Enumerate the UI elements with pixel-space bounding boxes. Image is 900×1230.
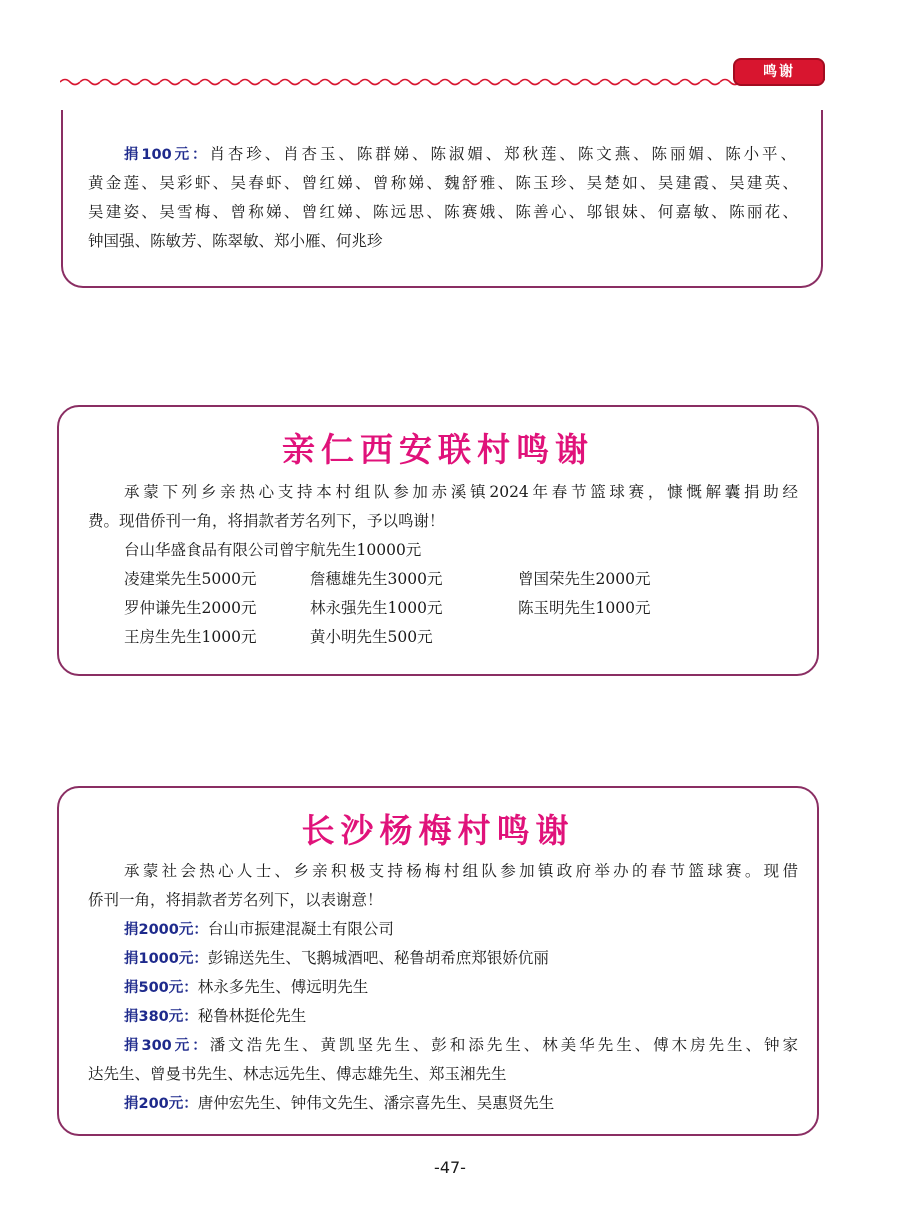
intro-line: 费。现借侨刊一角，将捐款者芳名列下，予以鸣谢！	[88, 512, 445, 530]
donor-cell: 黄小明先生500元	[310, 628, 433, 646]
donor-cell: 陈玉明先生1000元	[518, 599, 651, 617]
donor-cell: 曾国荣先生2000元	[518, 570, 651, 588]
donor-names: 台山市振建混凝土有限公司	[207, 920, 394, 938]
intro-line: 承蒙社会热心人士、乡亲积极支持杨梅村组队参加镇政府举办的春节篮球赛。现借	[124, 862, 798, 880]
donor-row	[88, 565, 798, 594]
donation-line: 黄金莲、吴彩虾、吴春虾、曾红娣、曾称娣、魏舒雅、陈玉珍、吴楚如、吴建霞、吴建英、	[88, 174, 798, 192]
donor-names: 彭锦送先生、飞鹅城酒吧、秘鲁胡希庶郑银娇伉丽	[207, 949, 549, 967]
donation-amount-label: 捐1000元：	[124, 951, 208, 967]
single-donor: 台山华盛食品有限公司曾宇航先生10000元	[124, 541, 422, 559]
donor-cell: 罗仲谦先生2000元	[124, 599, 257, 617]
donor-row	[88, 594, 798, 623]
xian-section-title: 亲仁西安联村鸣谢	[282, 430, 594, 469]
donation-line	[88, 973, 798, 1002]
donor-names: 秘鲁林挺伦先生	[197, 1007, 307, 1025]
donor-cell: 凌建棠先生5000元	[124, 570, 257, 588]
donation-amount-label: 捐380元：	[124, 1009, 198, 1025]
donation-line	[88, 1002, 798, 1031]
donor-row	[88, 623, 798, 652]
donation-line: 钟国强、陈敏芳、陈翠敏、郑小雁、何兆珍	[88, 232, 383, 250]
donation-continuation-line: 达先生、曾曼书先生、林志远先生、傅志雄先生、郑玉湘先生	[88, 1065, 507, 1083]
donor-names: 林永多先生、傅远明先生	[197, 978, 369, 996]
donation-line	[88, 944, 798, 973]
donor-names: 肖杏珍、肖杏玉、陈群娣、陈淑媚、郑秋莲、陈文燕、陈丽媚、陈小平、	[209, 145, 796, 163]
donor-cell: 詹穗雄先生3000元	[310, 570, 443, 588]
donor-cell: 王房生先生1000元	[124, 628, 257, 646]
donor-names: 唐仲宏先生、钟伟文先生、潘宗喜先生、吴惠贤先生	[197, 1094, 555, 1112]
donation-line	[88, 1089, 798, 1118]
donation-amount-label: 捐200元：	[124, 1096, 198, 1112]
donation-amount-label: 捐100元：	[124, 147, 210, 163]
donation-amount-label: 捐500元：	[124, 980, 198, 996]
xian-section-content	[88, 478, 798, 652]
yangmei-section-content	[88, 857, 798, 1118]
donation-amount-label: 捐2000元：	[124, 922, 208, 938]
donor-cell: 林永强先生1000元	[310, 599, 443, 617]
header-wave-rule	[60, 75, 825, 89]
top-section-content	[88, 140, 798, 256]
donation-line	[88, 140, 798, 169]
donor-names: 潘文浩先生、黄凯坚先生、彭和添先生、林美华先生、傅木房先生、钟家	[209, 1036, 798, 1054]
donor-cell	[518, 623, 718, 652]
donation-line	[88, 1031, 798, 1060]
section-tab: 鸣谢	[733, 58, 825, 86]
intro-line: 侨刊一角，将捐款者芳名列下，以表谢意！	[88, 891, 383, 909]
yangmei-section-title: 长沙杨梅村鸣谢	[301, 811, 575, 850]
donation-line: 吴建姿、吴雪梅、曾称娣、曾红娣、陈远思、陈赛娥、陈善心、邬银妹、何嘉敏、陈丽花、	[88, 203, 798, 221]
donation-line	[88, 915, 798, 944]
donation-amount-label: 捐300元：	[124, 1038, 210, 1054]
intro-line: 承蒙下列乡亲热心支持本村组队参加赤溪镇2024年春节篮球赛，慷慨解囊捐助经	[124, 483, 798, 501]
page-number: -47-	[434, 1158, 466, 1177]
